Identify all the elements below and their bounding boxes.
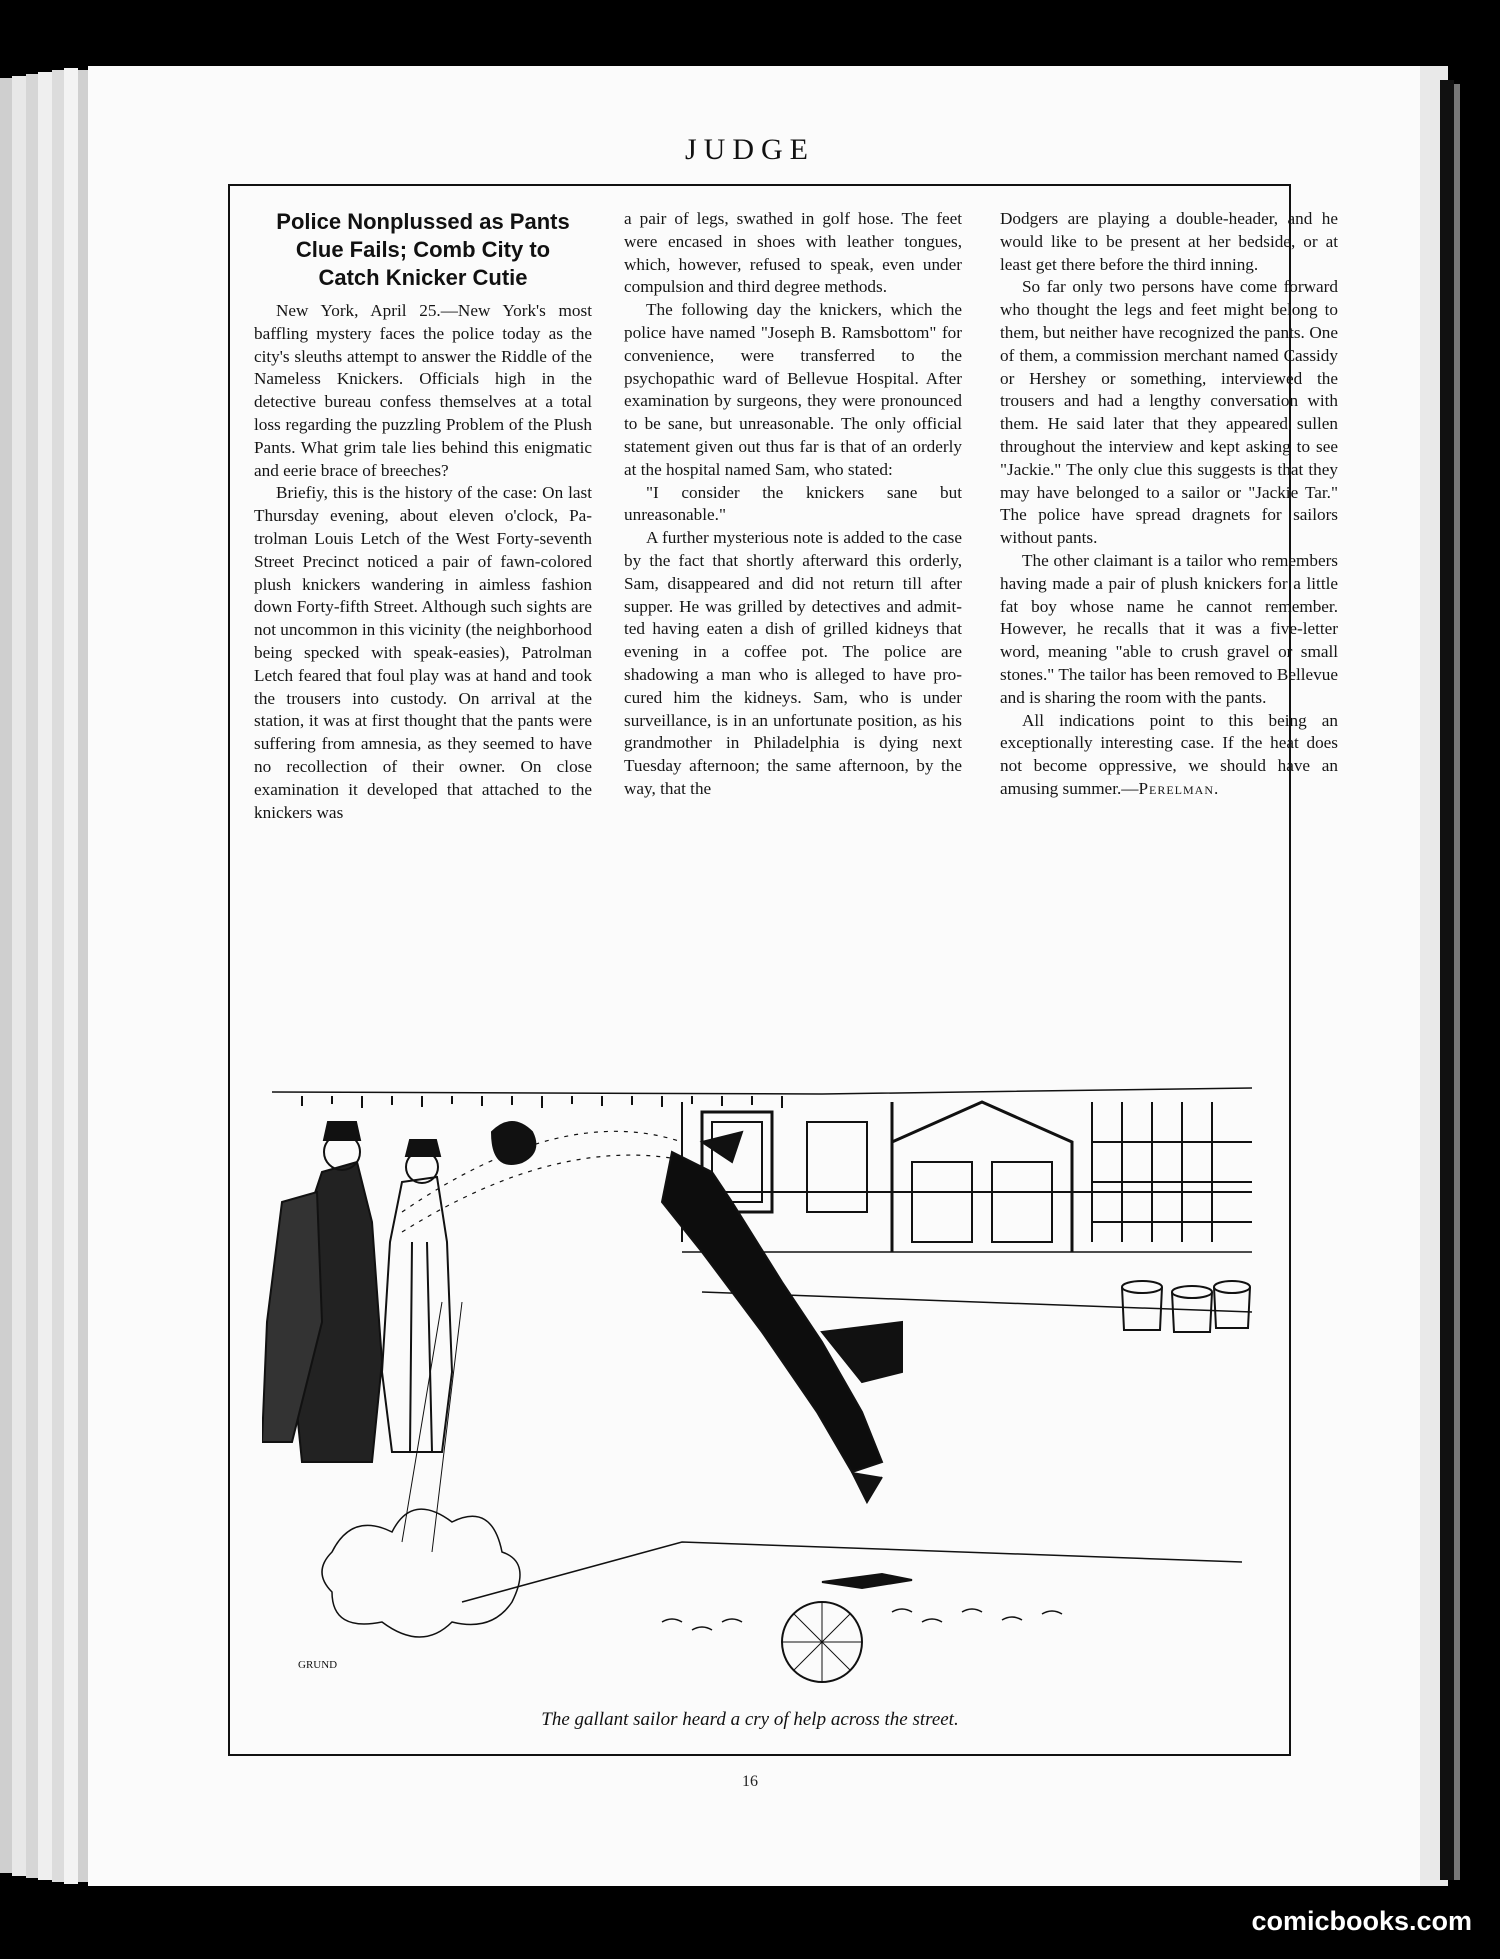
article-closing-text: All indications point to this being an exceptionally interesting case. If the heat does not become oppressive, we should have an amusing summer.— (1000, 710, 1338, 798)
article-paragraph: The following day the knickers, which the police have named "Joseph B. Ramsbottom" for convenience, were transferred to the psychopathic ward of Bellevue Hospital. After examination by surgeons, they were pronounced to be sane, but unreasonable. The only official statement given out thus far is that of an orderly at the hospital named Sam, who stated: (624, 300, 962, 479)
article-paragraph: The other claimant is a tailor who remembers having made a pair of plush knickers for a little fat boy whose name he cannot remember. However, he recalls that it was a five-letter word, meaning "able to crush gravel or small stones." The tailor has been removed to Bellevue and is sharing the room with the pants. (1000, 550, 1338, 707)
illustration-caption: The gallant sailor heard a cry of help across the street. (541, 1709, 959, 1730)
page-number: 16 (742, 1773, 758, 1790)
headline-line: Police Nonplussed as Pants (276, 209, 570, 234)
magazine-name: JUDGE (685, 133, 815, 166)
headline-line: Clue Fails; Comb City to (295, 237, 551, 262)
article-paragraph: a pair of legs, swathed in golf hose. The feet were encased in shoes with leather tongues, which, however, refused to speak, even under compulsion and third degree methods. (624, 209, 962, 297)
article-paragraph (1000, 710, 1338, 801)
article-column-2 (624, 208, 962, 1043)
watermark-text: comicbooks.com (1251, 1906, 1472, 1936)
article-column-1 (254, 208, 592, 1043)
article-paragraph: "I consider the knickers sane but unreasonable." (624, 482, 962, 525)
article-column-3 (1000, 208, 1338, 1043)
article-paragraph: Dodgers are playing a double-header, and he would like to be present at her bedside, or at least get there before the third inning. (1000, 209, 1338, 274)
headline-line: Catch Knicker Cutie (318, 265, 528, 290)
author-byline: Perelman. (1138, 778, 1220, 798)
article-paragraph: A further mysterious note is added to the case by the fact that shortly afterward this orderly, Sam, disappeared and did not return till after supper. He was grilled by detectives and admitted having eaten a dish of grilled kidneys that evening in a coffee pot. The police are shadowing a man who is alleged to have procured him the kidneys. Sam, who is under surveillance, is in an unfortunate position, as his grandmother in Philadelphia is dying next Tuesday afternoon; the same afternoon, by the way, that the (624, 528, 962, 798)
article-paragraph: New York, April 25.—New York's most baffling mystery faces the police today as the city's sleuths attempt to answer the Riddle of the Nameless Knickers. Officials high in the detective bureau confess themselves at a total loss regarding the puzzling Problem of the Plush Pants. What grim tale lies behind this enigmatic and eerie brace of breeches? (254, 301, 592, 480)
article-paragraph: Briefiy, this is the history of the case: On last Thursday evening, about eleven o'clock, Patrolman Louis Letch of the West Forty-seventh Street Precinct noticed a pair of fawn-colored plush knickers wandering in aimless fashion down Forty-fifth Street. Although such sights are not uncommon in this vicinity (the neighborhood being specked with speak-easies), Patrolman Letch feared that foul play was at hand and took the trousers into custody. On arrival at the station, it was at first thought that the pants were suffering from amnesia, as they seemed to have no recollection of their owner. On close examination it developed that attached to the knickers was (254, 483, 592, 822)
artist-signature: GRUND (298, 1659, 338, 1671)
cartoon-illustration (262, 1082, 1262, 1695)
article-headline (254, 208, 592, 292)
article-paragraph: So far only two persons have come forward who thought the legs and feet might belong to them, but neither have recognized the pants. One of them, a commission merchant named Cassidy or Hershey or something, interviewed the trousers and had a lengthy conversation with them. He said later that they appeared sullen throughout the interview and kept asking to see "Jackie." The only clue this suggests is that they may have belonged to a sailor or "Jackie Tar." The police have spread dragnets for sailors without pants. (1000, 277, 1338, 548)
